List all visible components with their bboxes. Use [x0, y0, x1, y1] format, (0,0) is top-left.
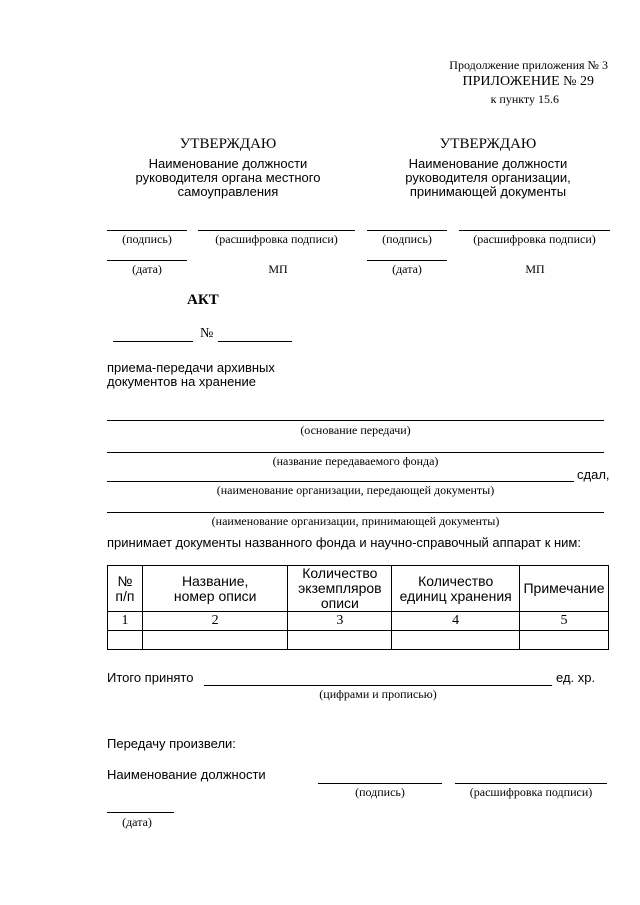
table-cell: 1: [108, 612, 143, 631]
table-numbering-row: [108, 612, 609, 631]
act-number-sign: №: [200, 326, 214, 341]
left-signature-label: (подпись): [122, 232, 172, 246]
handed-over-label: сдал,: [577, 467, 610, 482]
receiver-org-label: (наименование организации, принимающей документы): [211, 514, 500, 528]
act-title: АКТ: [187, 292, 219, 308]
approval-right-position-line3: принимающей документы: [409, 184, 567, 199]
left-date-label: (дата): [132, 262, 162, 276]
table-cell: [520, 631, 609, 650]
header-inventory: Название, номер описи: [142, 566, 288, 612]
right-signature-decoding-label: (расшифровка подписи): [473, 232, 596, 246]
approval-left-position-line1: Наименование должности: [148, 156, 308, 171]
approval-left-title: УТВЕРЖДАЮ: [179, 136, 277, 152]
transfer-signature-decoding-label: (расшифровка подписи): [469, 785, 593, 799]
table-cell: 4: [392, 612, 520, 631]
transfer-signature-decoding-line: [455, 783, 607, 784]
right-signature-label: (подпись): [382, 232, 432, 246]
right-signature-line: [367, 230, 447, 231]
act-subject-line2: документов на хранение: [107, 374, 256, 389]
receiver-line: [107, 512, 604, 513]
approval-right-title: УТВЕРЖДАЮ: [439, 136, 537, 152]
table-cell: 3: [288, 612, 392, 631]
transfer-heading: Передачу произвели:: [107, 736, 236, 751]
approval-right: [368, 136, 608, 199]
table-cell: [142, 631, 288, 650]
act-subject: [107, 361, 275, 389]
table-cell: [108, 631, 143, 650]
continuation-note: Продолжение приложения № 3: [449, 58, 608, 72]
total-unit: ед. хр.: [556, 670, 596, 685]
basis-label: (основание передачи): [300, 423, 411, 437]
right-date-line: [367, 260, 447, 261]
approval-left: [108, 136, 348, 199]
header-number: № п/п: [108, 566, 143, 612]
left-signature-decoding-label: (расшифровка подписи): [215, 232, 338, 246]
clause-reference: к пункту 15.6: [490, 92, 559, 106]
transfer-signature-label: (подпись): [355, 785, 405, 799]
left-signature-line: [107, 230, 187, 231]
table-cell: [288, 631, 392, 650]
header-storage-units: Количество единиц хранения: [392, 566, 520, 612]
transfer-date-line: [107, 812, 174, 813]
total-label: Итого принято: [107, 670, 194, 685]
left-date-line: [107, 260, 187, 261]
sender-line: [107, 481, 574, 482]
header-note: Примечание: [520, 566, 609, 612]
right-seal-label: МП: [525, 262, 545, 276]
table-header-row: [108, 566, 609, 612]
act-subject-line1: приема-передачи архивных: [107, 360, 275, 375]
transfer-date-label: (дата): [122, 815, 152, 829]
right-signature-decoding-line: [459, 230, 610, 231]
basis-line: [107, 420, 604, 421]
header-copies: Количество экземпляров описи: [288, 566, 392, 612]
appendix-title: ПРИЛОЖЕНИЕ № 29: [462, 74, 594, 89]
left-seal-label: МП: [268, 262, 288, 276]
sender-org-label: (наименование организации, передающей документы): [216, 483, 495, 497]
act-date-line: [113, 341, 193, 342]
transfer-signature-line: [318, 783, 442, 784]
transfer-position: Наименование должности: [107, 767, 266, 782]
table-cell: [392, 631, 520, 650]
table-row: [108, 631, 609, 650]
total-hint: (цифрами и прописью): [319, 687, 437, 701]
approval-left-position-line2: руководителя органа местного: [135, 170, 321, 185]
table-cell: 5: [520, 612, 609, 631]
total-line: [204, 685, 552, 686]
approval-right-position-line1: Наименование должности: [408, 156, 568, 171]
act-number-line: [218, 341, 292, 342]
left-signature-decoding-line: [198, 230, 355, 231]
accepts-text: принимает документы названного фонда и научно-справочный аппарат к ним:: [107, 535, 581, 550]
documents-table: [107, 565, 609, 650]
approval-left-position-line3: самоуправления: [177, 184, 279, 199]
fund-name-label: (название передаваемого фонда): [272, 454, 439, 468]
table-cell: 2: [142, 612, 288, 631]
approval-right-position-line2: руководителя организации,: [405, 170, 571, 185]
right-date-label: (дата): [392, 262, 422, 276]
fund-name-line: [107, 452, 604, 453]
